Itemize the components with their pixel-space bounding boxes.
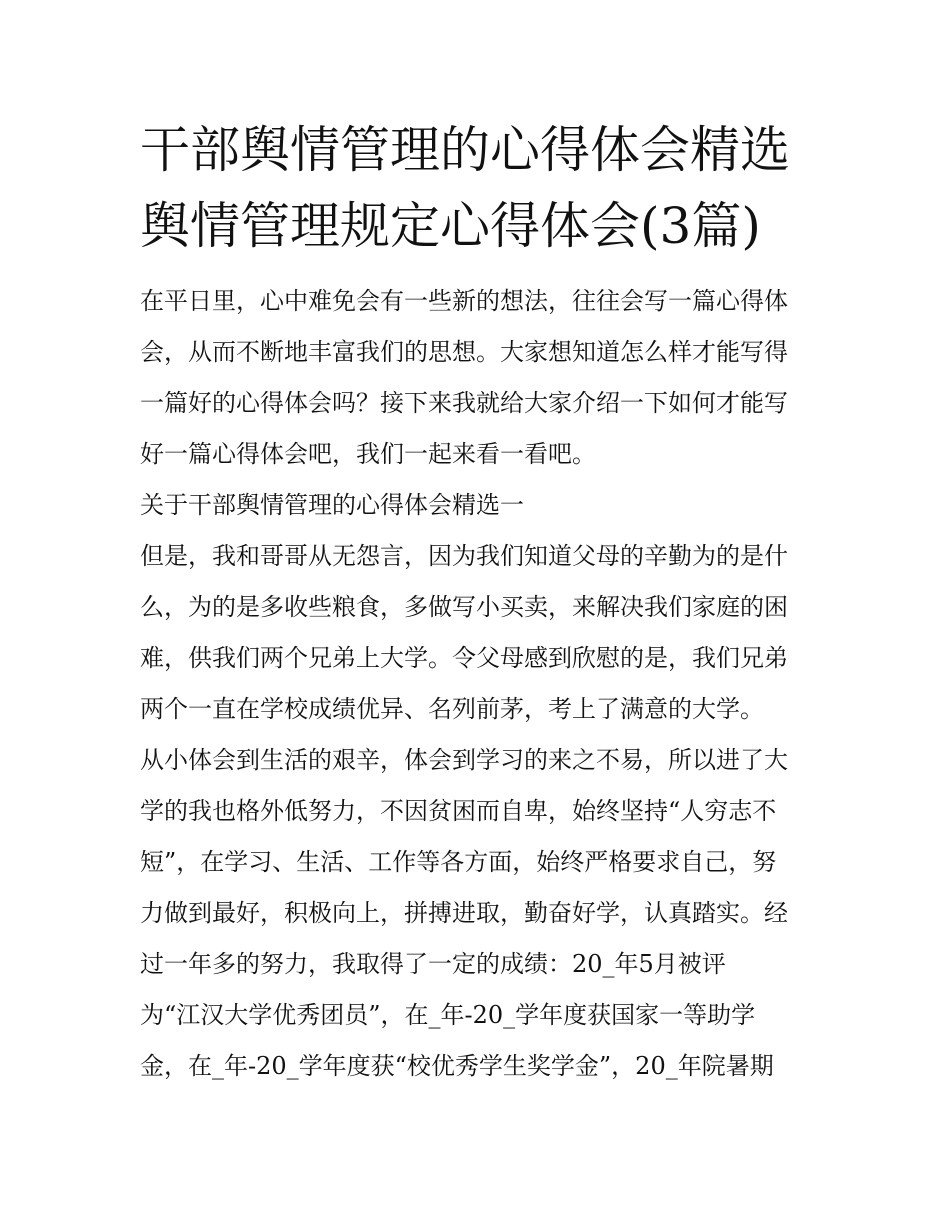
title-line-2: 舆情管理规定心得体会(3篇)	[140, 197, 761, 255]
document-title	[140, 112, 840, 264]
intro-line-1: 在平日里，心中难免会有一些新的想法，往往会写一篇心得体	[140, 287, 788, 315]
paragraph-2-line-7: 金，在_年-20_学年度获“校优秀学生奖学金”，20_年院暑期	[140, 1052, 774, 1080]
paragraph-2-line-1: 从小体会到生活的艰辛，体会到学习的来之不易，所以进了大	[140, 746, 788, 774]
section-heading: 关于干部舆情管理的心得体会精选一	[140, 491, 524, 519]
paragraph-2-line-4: 力做到最好，积极向上，拼搏进取，勤奋好学，认真踏实。经	[140, 899, 788, 927]
paragraph-2-line-6: 为“江汉大学优秀团员”，在_年-20_学年度获国家一等助学	[140, 1001, 756, 1029]
intro-line-4: 好一篇心得体会吧，我们一起来看一看吧。	[140, 440, 596, 468]
paragraph-2-line-5: 过一年多的努力，我取得了一定的成绩：20_年5月被评	[140, 950, 726, 978]
document-body	[140, 280, 820, 1096]
paragraph-1-line-1: 但是，我和哥哥从无怨言，因为我们知道父母的辛勤为的是什	[140, 542, 788, 570]
title-line-1: 干部舆情管理的心得体会精选	[140, 121, 790, 179]
intro-line-2: 会，从而不断地丰富我们的思想。大家想知道怎么样才能写得	[140, 338, 788, 366]
paragraph-1-line-4: 两个一直在学校成绩优异、名列前茅，考上了满意的大学。	[140, 695, 764, 723]
intro-line-3: 一篇好的心得体会吗？接下来我就给大家介绍一下如何才能写	[140, 389, 788, 417]
paragraph-1-line-2: 么，为的是多收些粮食，多做写小买卖，来解决我们家庭的困	[140, 593, 788, 621]
paragraph-2-line-3: 短”，在学习、生活、工作等各方面，始终严格要求自己，努	[140, 848, 777, 876]
paragraph-2-line-2: 学的我也格外低努力，不因贫困而自卑，始终坚持“人穷志不	[140, 797, 777, 825]
paragraph-1-line-3: 难，供我们两个兄弟上大学。令父母感到欣慰的是，我们兄弟	[140, 644, 788, 672]
